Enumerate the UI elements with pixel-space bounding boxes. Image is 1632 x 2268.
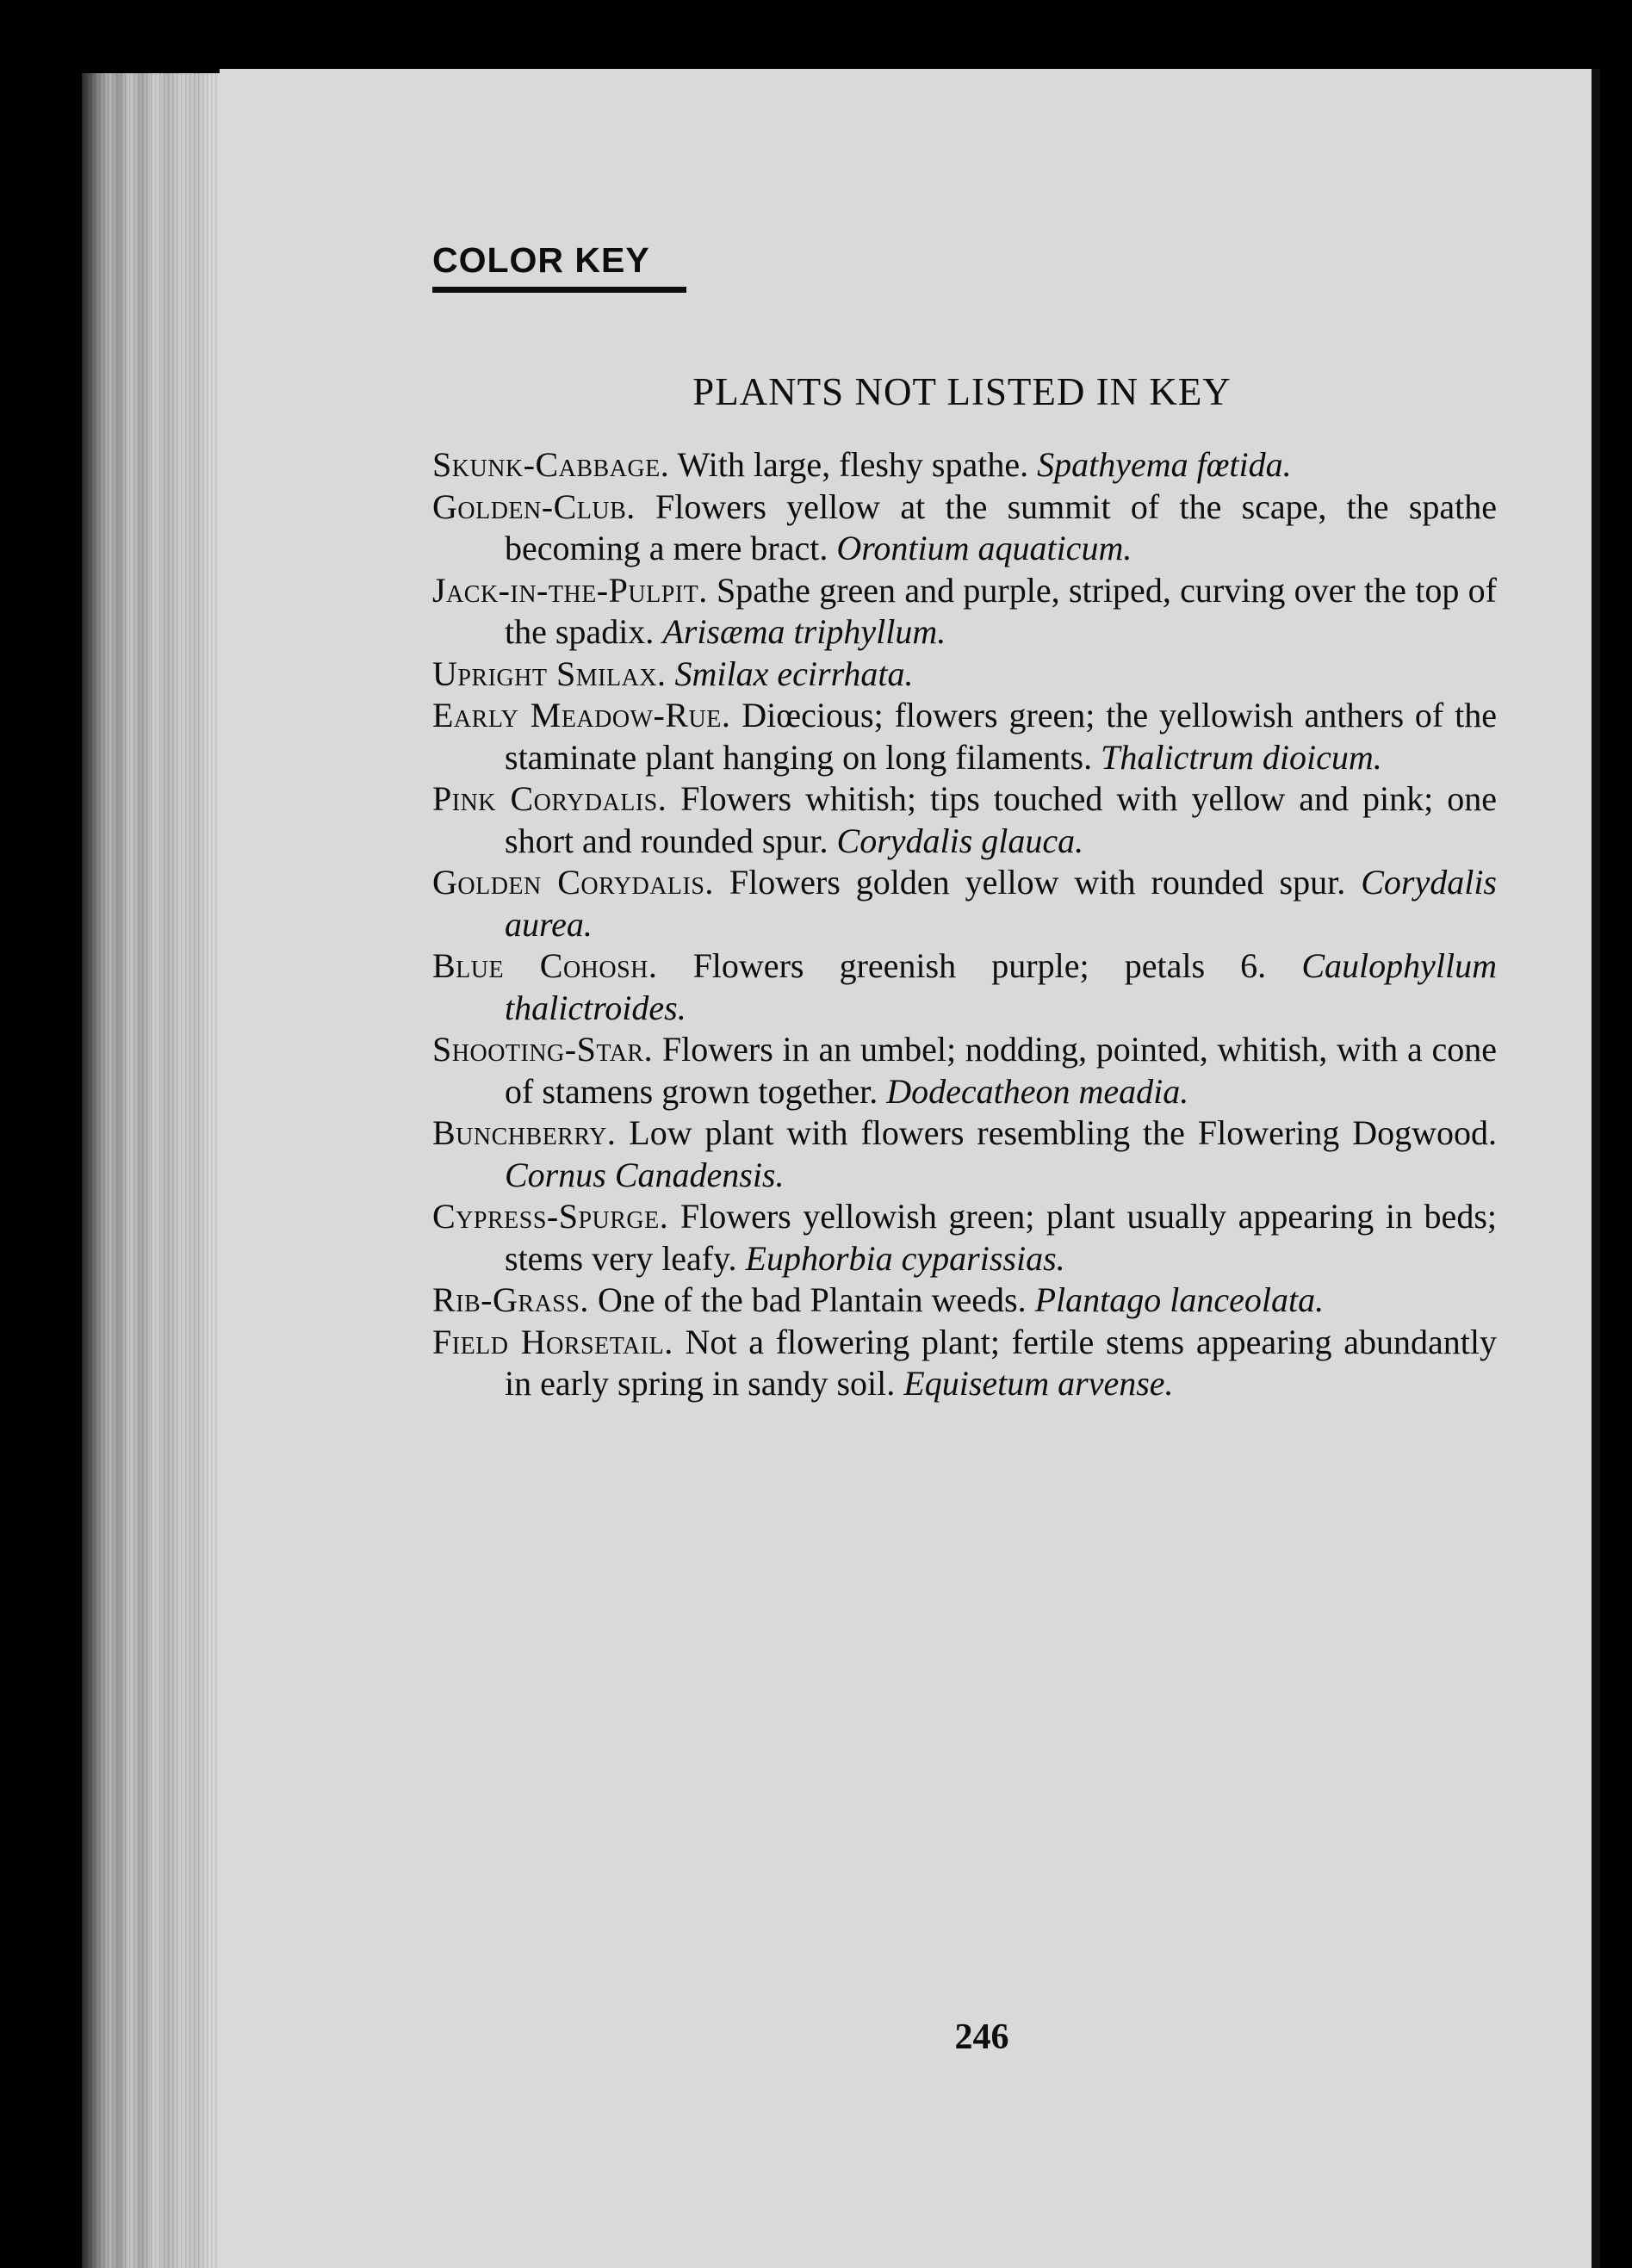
plant-description: Low plant with flowers resembling the Flowering Dogwood. — [629, 1113, 1497, 1152]
plant-description: Spathe green and purple, striped, curving over the top of the spadix. — [505, 570, 1497, 651]
plant-description: Flowers whitish; tips touched with yellow and pink; one short and rounded spur. — [505, 779, 1498, 860]
plant-name: Cypress-Spurge. — [432, 1197, 669, 1236]
plant-description: Flowers greenish purple; petals 6. — [692, 946, 1267, 985]
plant-entry — [432, 1196, 1497, 1280]
plant-list — [432, 444, 1497, 1405]
latin-name: Corydalis glauca. — [836, 821, 1084, 860]
plant-description: Diœcious; flowers green; the yellowish anthers of the staminate plant hanging on long filaments. — [505, 696, 1498, 777]
latin-name: Dodecatheon meadia. — [886, 1071, 1189, 1111]
latin-name: Smilax ecirrhata. — [674, 654, 914, 693]
plant-entry — [432, 1112, 1497, 1196]
latin-name: Caulophyllum thalictroides. — [505, 946, 1498, 1027]
plant-description: Flowers yellowish green; plant usually appearing in beds; stems very leafy. — [505, 1197, 1497, 1278]
plant-entry — [432, 695, 1497, 778]
latin-name: Corydalis aurea. — [505, 863, 1497, 944]
plant-entry — [432, 862, 1497, 945]
page-right-edge — [1592, 69, 1600, 2268]
plant-entry — [432, 1029, 1497, 1112]
plant-name: Golden Corydalis. — [432, 863, 714, 902]
latin-name: Spathyema fœtida. — [1037, 445, 1292, 484]
latin-name: Plantago lanceolata. — [1034, 1280, 1325, 1319]
plant-description: Flowers yellow at the summit of the scape, the spathe becoming a mere bract. — [505, 486, 1497, 567]
header-underline — [432, 287, 686, 293]
page-stack-edge — [82, 73, 224, 2268]
plant-entry — [432, 654, 1497, 696]
plant-description: Flowers golden yellow with rounded spur. — [729, 863, 1346, 902]
plant-entry — [432, 1322, 1497, 1405]
plant-name: Skunk-Cabbage. — [432, 445, 670, 484]
latin-name: Arisæma triphyllum. — [662, 612, 946, 651]
latin-name: Euphorbia cyparissias. — [745, 1238, 1065, 1278]
plant-entry — [432, 778, 1497, 862]
plant-entry — [432, 486, 1497, 570]
plant-name: Shooting-Star. — [432, 1030, 654, 1069]
plant-name: Jack-in-the-Pulpit. — [432, 570, 708, 610]
plant-entry — [432, 570, 1497, 654]
running-header: COLOR KEY — [432, 240, 650, 280]
plant-name: Pink Corydalis. — [432, 779, 667, 818]
plant-name: Golden-Club. — [432, 486, 636, 526]
plant-name: Field Horsetail. — [432, 1322, 673, 1361]
section-title: PLANTS NOT LISTED IN KEY — [692, 370, 1232, 413]
latin-name: Equisetum arvense. — [903, 1364, 1174, 1403]
plant-name: Early Meadow-Rue. — [432, 696, 731, 734]
plant-description: Flowers in an umbel; nodding, pointed, whitish, with a cone of stamens grown together. — [505, 1030, 1498, 1111]
plant-description: With large, fleshy spathe. — [677, 445, 1029, 484]
plant-entry — [432, 1280, 1497, 1322]
plant-description: One of the bad Plantain weeds. — [597, 1280, 1027, 1319]
plant-name: Rib-Grass. — [432, 1280, 589, 1319]
latin-name: Thalictrum dioicum. — [1101, 737, 1382, 777]
plant-name: Upright Smilax. — [432, 654, 667, 693]
latin-name: Cornus Canadensis. — [505, 1155, 785, 1194]
plant-name: Blue Cohosh. — [432, 946, 658, 985]
page-number: 246 — [954, 2017, 1009, 2057]
plant-entry — [432, 444, 1497, 486]
latin-name: Orontium aquaticum. — [836, 529, 1132, 567]
plant-description: Not a flowering plant; fertile stems appearing abundantly in early spring in sandy soil. — [505, 1322, 1498, 1403]
plant-entry — [432, 945, 1497, 1029]
plant-name: Bunchberry. — [432, 1113, 617, 1152]
